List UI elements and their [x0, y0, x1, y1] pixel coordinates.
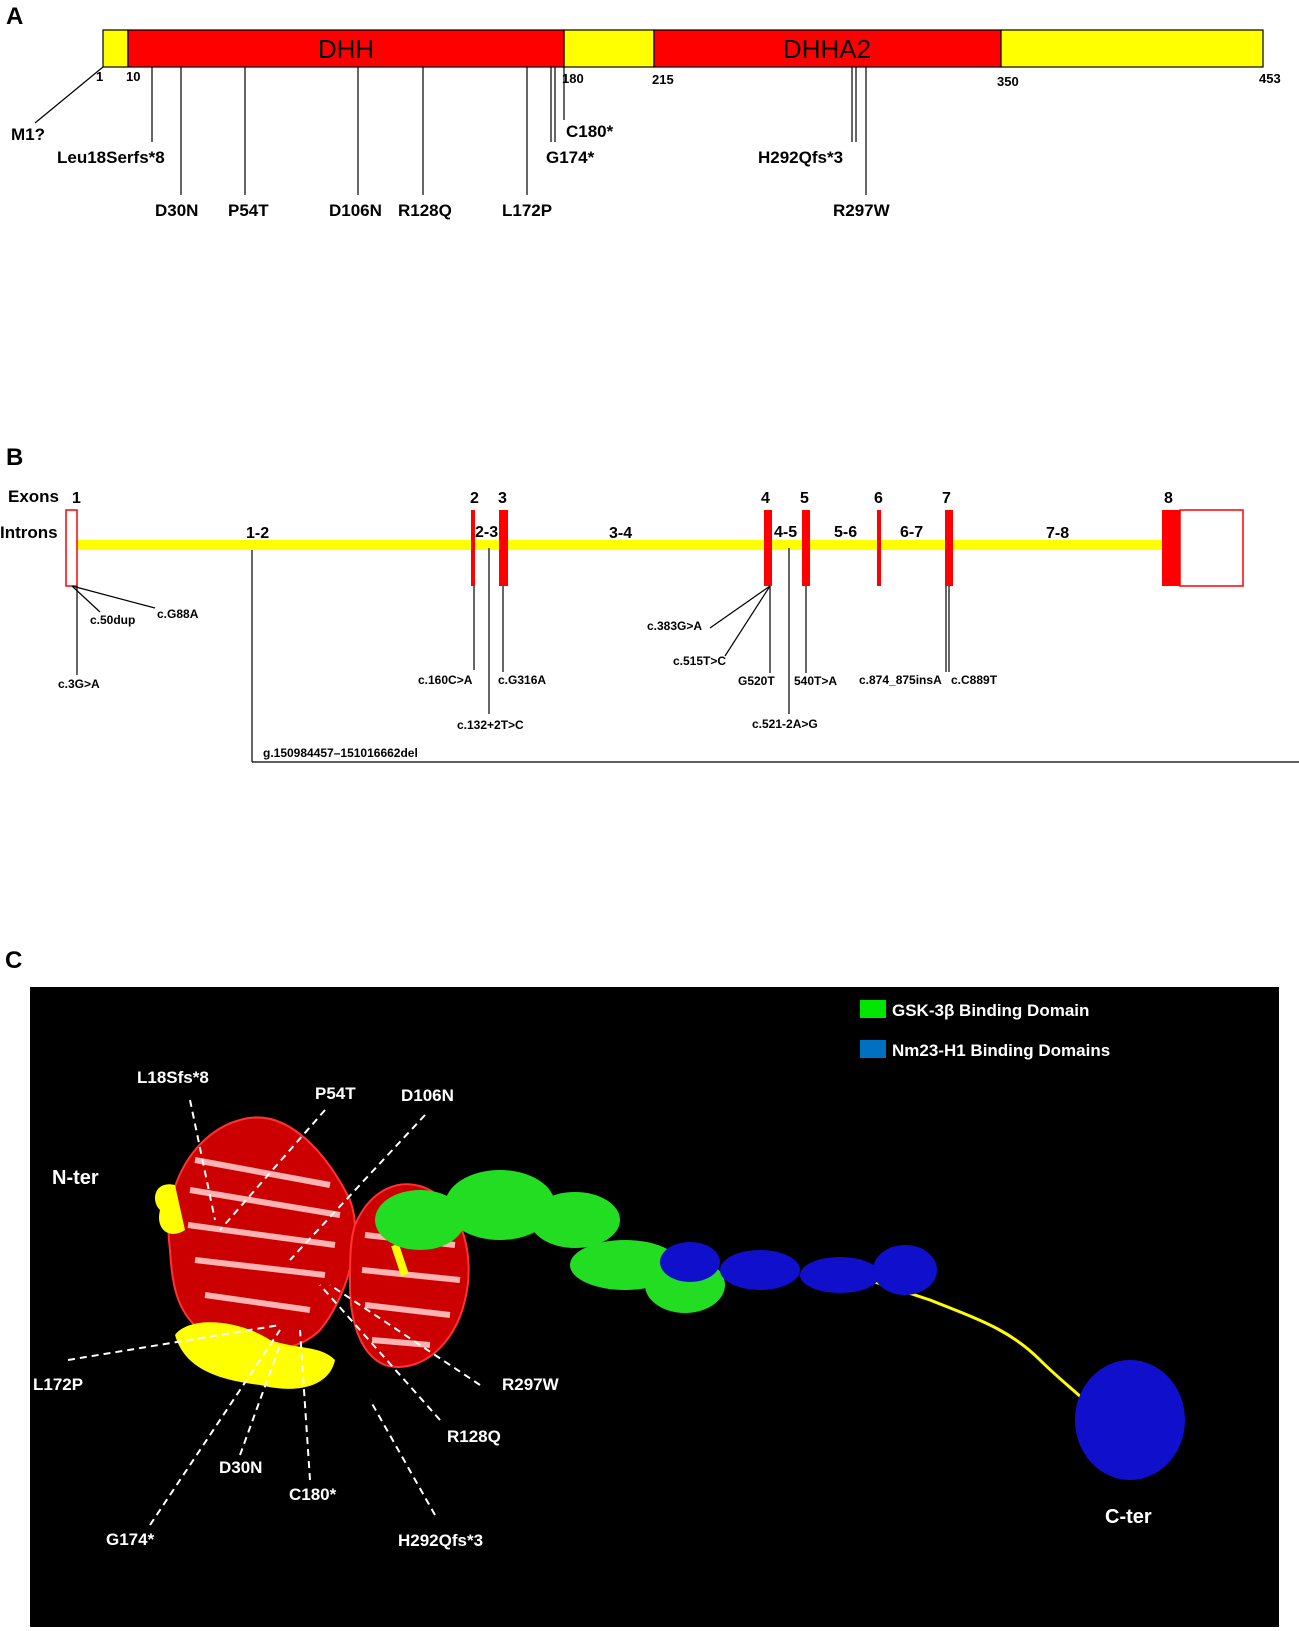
- mutation-label: c.132+2T>C: [457, 718, 524, 732]
- gene-structure: [66, 510, 1243, 586]
- mutation-label: c.50dup: [90, 613, 136, 627]
- legend-swatch-nm23: [860, 1040, 886, 1058]
- mutation-label: G174*: [546, 148, 595, 167]
- mutation-label: L18Sfs*8: [137, 1068, 209, 1087]
- mutation-label: c.C889T: [951, 673, 998, 687]
- position-label: 1: [96, 69, 104, 84]
- legend-label-gsk3b: GSK-3β Binding Domain: [892, 1001, 1090, 1020]
- mutation-label: c.3G>A: [58, 677, 100, 691]
- position-label: 453: [1259, 71, 1281, 86]
- exon-number: 3: [498, 490, 507, 507]
- mutation-label: c.874_875insA: [859, 673, 942, 687]
- introns-title: Introns: [0, 523, 58, 542]
- exon-8-utr: [1180, 510, 1243, 586]
- intron-label: 6-7: [900, 524, 924, 541]
- mutation-label: G174*: [106, 1530, 155, 1549]
- mutation-label: Leu18Serfs*8: [57, 148, 165, 167]
- mutation-label: c.G316A: [498, 673, 547, 687]
- mutation-label: D106N: [401, 1086, 454, 1105]
- exon-numbers: [72, 490, 1173, 507]
- mutation-label: P54T: [315, 1084, 356, 1103]
- mutation-label: D30N: [219, 1458, 263, 1477]
- intron-label: 7-8: [1046, 525, 1070, 542]
- intron-label: 1-2: [246, 525, 270, 542]
- intron-label: 4-5: [774, 524, 798, 541]
- position-label: 350: [997, 74, 1019, 89]
- mutation-label: c.160C>A: [418, 673, 473, 687]
- position-label: 215: [652, 72, 674, 87]
- mutation-label: C180*: [289, 1485, 337, 1504]
- segment-linker: [564, 30, 654, 67]
- exon-3: [499, 510, 508, 586]
- panel-c-letter: C: [5, 947, 23, 974]
- n-terminus-label: N-ter: [52, 1167, 99, 1189]
- exon-number: 4: [761, 490, 770, 507]
- exons-title: Exons: [8, 487, 60, 506]
- exon-2: [471, 510, 475, 586]
- mutation-label: c.515T>C: [673, 654, 727, 668]
- intron-label: 5-6: [834, 524, 858, 541]
- mutation-label: L172P: [33, 1375, 84, 1394]
- deletion-label: g.150984457–151016662del: [263, 746, 418, 760]
- exon-6: [877, 510, 881, 586]
- protein-domain-bar: [103, 30, 1263, 67]
- intron-label: 3-4: [609, 525, 633, 542]
- domain-label-dhha2: DHHA2: [782, 34, 872, 64]
- legend-label-nm23: Nm23-H1 Binding Domains: [892, 1041, 1111, 1060]
- mutation-label: c.G88A: [157, 607, 199, 621]
- segment-n-terminal: [103, 30, 128, 67]
- position-label: 10: [126, 69, 141, 84]
- segment-c-terminal: [1001, 30, 1263, 67]
- mutation-label: D30N: [155, 201, 199, 220]
- mutation-label: R128Q: [398, 201, 452, 220]
- exon-number: 7: [942, 490, 951, 507]
- position-label: 180: [562, 71, 584, 86]
- exon-4: [764, 510, 772, 586]
- mutation-label: c.521-2A>G: [752, 717, 818, 731]
- mutation-label: R128Q: [447, 1427, 501, 1446]
- intron-label: 2-3: [475, 524, 499, 541]
- mutation-label: 540T>A: [794, 674, 838, 688]
- domain-label-dhh: DHH: [317, 34, 375, 64]
- mutation-label: D106N: [329, 201, 382, 220]
- exon-1: [66, 510, 77, 586]
- mutation-label: L172P: [502, 201, 553, 220]
- exon-number: 2: [470, 490, 479, 507]
- mutation-label: R297W: [502, 1375, 559, 1394]
- mutation-label: H292Qfs*3: [398, 1531, 484, 1550]
- exon-number: 5: [800, 490, 809, 507]
- exon-5: [802, 510, 810, 586]
- mutation-label: c.383G>A: [647, 619, 703, 633]
- panel-b-letter: B: [6, 444, 24, 471]
- exon-number: 8: [1164, 490, 1173, 507]
- protein-mutation-labels: [11, 122, 891, 220]
- gene-mutation-labels: [58, 607, 998, 760]
- mutation-label: H292Qfs*3: [758, 148, 844, 167]
- position-labels: [96, 69, 1281, 89]
- exon-number: 1: [72, 490, 81, 507]
- mutation-label: C180*: [566, 122, 614, 141]
- exon-7: [945, 510, 953, 586]
- mutation-label: P54T: [228, 201, 269, 220]
- mutation-label: R297W: [833, 201, 890, 220]
- mutation-label: M1?: [11, 125, 45, 144]
- panel-a-letter: A: [6, 3, 24, 30]
- exon-number: 6: [874, 490, 883, 507]
- exon-8-coding: [1162, 510, 1180, 586]
- mutation-label: G520T: [738, 674, 775, 688]
- legend-swatch-gsk3b: [860, 1000, 886, 1018]
- c-terminus-label: C-ter: [1105, 1506, 1152, 1528]
